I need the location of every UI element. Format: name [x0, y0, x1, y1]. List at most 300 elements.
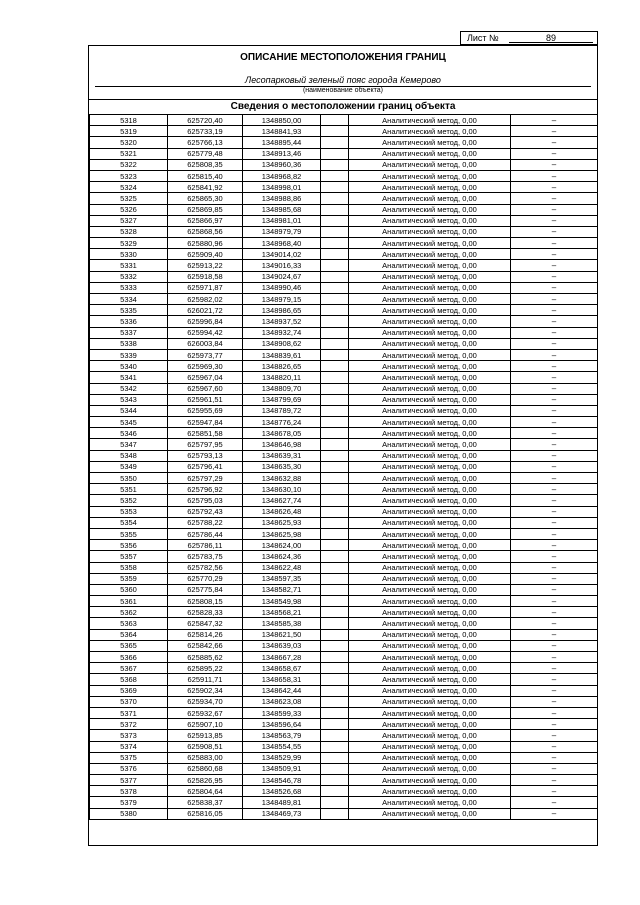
sheet-number: 89 [509, 32, 593, 43]
blank-cell [321, 741, 349, 752]
table-row [90, 696, 598, 707]
table-row [90, 349, 598, 360]
point-number-cell: 5362 [90, 607, 168, 618]
blank-cell [321, 193, 349, 204]
blank-cell [321, 562, 349, 573]
table-row [90, 495, 598, 506]
table-row [90, 707, 598, 718]
point-number-cell: 5370 [90, 696, 168, 707]
blank-cell [321, 226, 349, 237]
x-coordinate-cell: 625792,43 [168, 506, 243, 517]
point-number-cell: 5376 [90, 763, 168, 774]
method-cell: Аналитический метод, 0,00 [349, 405, 511, 416]
y-coordinate-cell: 1348642,44 [243, 685, 321, 696]
table-row [90, 786, 598, 797]
boundary-description-frame [88, 45, 598, 846]
dash-cell: – [511, 506, 598, 517]
point-number-cell: 5371 [90, 707, 168, 718]
dash-cell: – [511, 282, 598, 293]
object-name: Лесопарковый зеленый пояс города Кемерово [245, 75, 441, 85]
point-number-cell: 5327 [90, 215, 168, 226]
y-coordinate-cell: 1349024,67 [243, 271, 321, 282]
y-coordinate-cell: 1348985,68 [243, 204, 321, 215]
y-coordinate-cell: 1348990,46 [243, 282, 321, 293]
blank-cell [321, 170, 349, 181]
point-number-cell: 5334 [90, 294, 168, 305]
method-cell: Аналитический метод, 0,00 [349, 696, 511, 707]
table-row [90, 752, 598, 763]
table-row [90, 584, 598, 595]
dash-cell: – [511, 808, 598, 819]
point-number-cell: 5332 [90, 271, 168, 282]
x-coordinate-cell: 625786,44 [168, 528, 243, 539]
dash-cell: – [511, 618, 598, 629]
method-cell: Аналитический метод, 0,00 [349, 372, 511, 383]
blank-cell [321, 719, 349, 730]
blank-cell [321, 640, 349, 651]
method-cell: Аналитический метод, 0,00 [349, 428, 511, 439]
blank-cell [321, 361, 349, 372]
blank-cell [321, 271, 349, 282]
blank-cell [321, 629, 349, 640]
blank-cell [321, 786, 349, 797]
point-number-cell: 5344 [90, 405, 168, 416]
table-row [90, 316, 598, 327]
x-coordinate-cell: 625808,15 [168, 596, 243, 607]
x-coordinate-cell: 625885,62 [168, 652, 243, 663]
point-number-cell: 5375 [90, 752, 168, 763]
method-cell: Аналитический метод, 0,00 [349, 719, 511, 730]
table-row [90, 461, 598, 472]
x-coordinate-cell: 625797,95 [168, 439, 243, 450]
y-coordinate-cell: 1348799,69 [243, 394, 321, 405]
table-row [90, 428, 598, 439]
blank-cell [321, 528, 349, 539]
y-coordinate-cell: 1348624,36 [243, 551, 321, 562]
method-cell: Аналитический метод, 0,00 [349, 461, 511, 472]
point-number-cell: 5368 [90, 674, 168, 685]
y-coordinate-cell: 1348526,68 [243, 786, 321, 797]
points-table [89, 114, 598, 820]
y-coordinate-cell: 1348937,52 [243, 316, 321, 327]
blank-cell [321, 316, 349, 327]
x-coordinate-cell: 625838,37 [168, 797, 243, 808]
dash-cell: – [511, 294, 598, 305]
blank-cell [321, 663, 349, 674]
point-number-cell: 5346 [90, 428, 168, 439]
method-cell: Аналитический метод, 0,00 [349, 775, 511, 786]
blank-cell [321, 685, 349, 696]
table-row [90, 238, 598, 249]
dash-cell: – [511, 215, 598, 226]
point-number-cell: 5321 [90, 148, 168, 159]
blank-cell [321, 182, 349, 193]
y-coordinate-cell: 1348839,61 [243, 349, 321, 360]
point-number-cell: 5372 [90, 719, 168, 730]
table-row [90, 115, 598, 126]
x-coordinate-cell: 625766,13 [168, 137, 243, 148]
method-cell: Аналитический метод, 0,00 [349, 506, 511, 517]
point-number-cell: 5349 [90, 461, 168, 472]
x-coordinate-cell: 625770,29 [168, 573, 243, 584]
blank-cell [321, 115, 349, 126]
table-row [90, 562, 598, 573]
y-coordinate-cell: 1348554,55 [243, 741, 321, 752]
blank-cell [321, 450, 349, 461]
table-row [90, 730, 598, 741]
blank-cell [321, 249, 349, 260]
y-coordinate-cell: 1348632,88 [243, 473, 321, 484]
dash-cell: – [511, 551, 598, 562]
x-coordinate-cell: 625883,00 [168, 752, 243, 763]
point-number-cell: 5342 [90, 383, 168, 394]
x-coordinate-cell: 625841,92 [168, 182, 243, 193]
header-divider [89, 99, 597, 100]
dash-cell: – [511, 663, 598, 674]
blank-cell [321, 394, 349, 405]
blank-cell [321, 540, 349, 551]
table-row [90, 763, 598, 774]
dash-cell: – [511, 652, 598, 663]
table-row [90, 159, 598, 170]
y-coordinate-cell: 1348568,21 [243, 607, 321, 618]
table-row [90, 338, 598, 349]
blank-cell [321, 204, 349, 215]
x-coordinate-cell: 625907,10 [168, 719, 243, 730]
x-coordinate-cell: 625797,29 [168, 473, 243, 484]
x-coordinate-cell: 625994,42 [168, 327, 243, 338]
blank-cell [321, 126, 349, 137]
y-coordinate-cell: 1348986,65 [243, 305, 321, 316]
x-coordinate-cell: 625971,87 [168, 282, 243, 293]
method-cell: Аналитический метод, 0,00 [349, 417, 511, 428]
method-cell: Аналитический метод, 0,00 [349, 305, 511, 316]
blank-cell [321, 327, 349, 338]
method-cell: Аналитический метод, 0,00 [349, 618, 511, 629]
x-coordinate-cell: 625947,84 [168, 417, 243, 428]
table-row [90, 361, 598, 372]
y-coordinate-cell: 1348908,62 [243, 338, 321, 349]
x-coordinate-cell: 625913,85 [168, 730, 243, 741]
point-number-cell: 5379 [90, 797, 168, 808]
dash-cell: – [511, 260, 598, 271]
x-coordinate-cell: 625788,22 [168, 517, 243, 528]
point-number-cell: 5338 [90, 338, 168, 349]
y-coordinate-cell: 1348776,24 [243, 417, 321, 428]
y-coordinate-cell: 1348563,79 [243, 730, 321, 741]
table-row [90, 607, 598, 618]
method-cell: Аналитический метод, 0,00 [349, 786, 511, 797]
method-cell: Аналитический метод, 0,00 [349, 249, 511, 260]
table-row [90, 260, 598, 271]
dash-cell: – [511, 450, 598, 461]
x-coordinate-cell: 625796,92 [168, 484, 243, 495]
dash-cell: – [511, 607, 598, 618]
y-coordinate-cell: 1348988,86 [243, 193, 321, 204]
point-number-cell: 5355 [90, 528, 168, 539]
y-coordinate-cell: 1349014,02 [243, 249, 321, 260]
point-number-cell: 5323 [90, 170, 168, 181]
table-row [90, 182, 598, 193]
y-coordinate-cell: 1348546,78 [243, 775, 321, 786]
point-number-cell: 5347 [90, 439, 168, 450]
method-cell: Аналитический метод, 0,00 [349, 607, 511, 618]
method-cell: Аналитический метод, 0,00 [349, 394, 511, 405]
point-number-cell: 5345 [90, 417, 168, 428]
dash-cell: – [511, 763, 598, 774]
blank-cell [321, 573, 349, 584]
table-row [90, 282, 598, 293]
method-cell: Аналитический метод, 0,00 [349, 137, 511, 148]
table-row [90, 596, 598, 607]
y-coordinate-cell: 1348582,71 [243, 584, 321, 595]
method-cell: Аналитический метод, 0,00 [349, 517, 511, 528]
point-number-cell: 5363 [90, 618, 168, 629]
object-name-caption: (наименование объекта) [302, 87, 384, 94]
method-cell: Аналитический метод, 0,00 [349, 652, 511, 663]
y-coordinate-cell: 1349016,33 [243, 260, 321, 271]
blank-cell [321, 294, 349, 305]
y-coordinate-cell: 1348850,00 [243, 115, 321, 126]
table-row [90, 193, 598, 204]
dash-cell: – [511, 204, 598, 215]
y-coordinate-cell: 1348627,74 [243, 495, 321, 506]
x-coordinate-cell: 625779,48 [168, 148, 243, 159]
y-coordinate-cell: 1348826,65 [243, 361, 321, 372]
point-number-cell: 5341 [90, 372, 168, 383]
method-cell: Аналитический метод, 0,00 [349, 204, 511, 215]
method-cell: Аналитический метод, 0,00 [349, 473, 511, 484]
blank-cell [321, 674, 349, 685]
x-coordinate-cell: 625786,11 [168, 540, 243, 551]
x-coordinate-cell: 625955,69 [168, 405, 243, 416]
point-number-cell: 5374 [90, 741, 168, 752]
dash-cell: – [511, 540, 598, 551]
y-coordinate-cell: 1348621,50 [243, 629, 321, 640]
x-coordinate-cell: 625868,56 [168, 226, 243, 237]
method-cell: Аналитический метод, 0,00 [349, 349, 511, 360]
x-coordinate-cell: 625982,02 [168, 294, 243, 305]
blank-cell [321, 797, 349, 808]
table-row [90, 405, 598, 416]
blank-cell [321, 551, 349, 562]
y-coordinate-cell: 1348635,30 [243, 461, 321, 472]
points-table-body [90, 115, 598, 820]
y-coordinate-cell: 1348624,00 [243, 540, 321, 551]
dash-cell: – [511, 775, 598, 786]
blank-cell [321, 305, 349, 316]
y-coordinate-cell: 1348529,99 [243, 752, 321, 763]
x-coordinate-cell: 625967,60 [168, 383, 243, 394]
y-coordinate-cell: 1348895,44 [243, 137, 321, 148]
method-cell: Аналитический метод, 0,00 [349, 338, 511, 349]
y-coordinate-cell: 1348968,40 [243, 238, 321, 249]
table-row [90, 573, 598, 584]
blank-cell [321, 439, 349, 450]
dash-cell: – [511, 495, 598, 506]
method-cell: Аналитический метод, 0,00 [349, 562, 511, 573]
x-coordinate-cell: 625967,04 [168, 372, 243, 383]
blank-cell [321, 428, 349, 439]
method-cell: Аналитический метод, 0,00 [349, 126, 511, 137]
dash-cell: – [511, 752, 598, 763]
blank-cell [321, 775, 349, 786]
method-cell: Аналитический метод, 0,00 [349, 640, 511, 651]
x-coordinate-cell: 625815,40 [168, 170, 243, 181]
dash-cell: – [511, 674, 598, 685]
table-row [90, 685, 598, 696]
y-coordinate-cell: 1348658,31 [243, 674, 321, 685]
point-number-cell: 5351 [90, 484, 168, 495]
table-row [90, 741, 598, 752]
dash-cell: – [511, 249, 598, 260]
y-coordinate-cell: 1348809,70 [243, 383, 321, 394]
table-row [90, 417, 598, 428]
point-number-cell: 5322 [90, 159, 168, 170]
x-coordinate-cell: 625908,51 [168, 741, 243, 752]
dash-cell: – [511, 394, 598, 405]
dash-cell: – [511, 372, 598, 383]
point-number-cell: 5365 [90, 640, 168, 651]
method-cell: Аналитический метод, 0,00 [349, 685, 511, 696]
y-coordinate-cell: 1348658,67 [243, 663, 321, 674]
x-coordinate-cell: 625828,33 [168, 607, 243, 618]
table-row [90, 327, 598, 338]
method-cell: Аналитический метод, 0,00 [349, 752, 511, 763]
blank-cell [321, 707, 349, 718]
point-number-cell: 5333 [90, 282, 168, 293]
blank-cell [321, 260, 349, 271]
point-number-cell: 5369 [90, 685, 168, 696]
point-number-cell: 5367 [90, 663, 168, 674]
point-number-cell: 5358 [90, 562, 168, 573]
dash-cell: – [511, 528, 598, 539]
blank-cell [321, 383, 349, 394]
blank-cell [321, 405, 349, 416]
y-coordinate-cell: 1348630,10 [243, 484, 321, 495]
dash-cell: – [511, 226, 598, 237]
method-cell: Аналитический метод, 0,00 [349, 383, 511, 394]
method-cell: Аналитический метод, 0,00 [349, 193, 511, 204]
method-cell: Аналитический метод, 0,00 [349, 450, 511, 461]
table-row [90, 652, 598, 663]
blank-cell [321, 338, 349, 349]
point-number-cell: 5373 [90, 730, 168, 741]
dash-cell: – [511, 238, 598, 249]
blank-cell [321, 596, 349, 607]
point-number-cell: 5378 [90, 786, 168, 797]
blank-cell [321, 417, 349, 428]
y-coordinate-cell: 1348820,11 [243, 372, 321, 383]
method-cell: Аналитический метод, 0,00 [349, 271, 511, 282]
table-row [90, 484, 598, 495]
dash-cell: – [511, 137, 598, 148]
dash-cell: – [511, 719, 598, 730]
blank-cell [321, 282, 349, 293]
point-number-cell: 5336 [90, 316, 168, 327]
blank-cell [321, 607, 349, 618]
method-cell: Аналитический метод, 0,00 [349, 596, 511, 607]
method-cell: Аналитический метод, 0,00 [349, 484, 511, 495]
y-coordinate-cell: 1348622,48 [243, 562, 321, 573]
method-cell: Аналитический метод, 0,00 [349, 238, 511, 249]
y-coordinate-cell: 1348597,35 [243, 573, 321, 584]
dash-cell: – [511, 428, 598, 439]
table-row [90, 808, 598, 819]
point-number-cell: 5320 [90, 137, 168, 148]
point-number-cell: 5364 [90, 629, 168, 640]
point-number-cell: 5319 [90, 126, 168, 137]
method-cell: Аналитический метод, 0,00 [349, 327, 511, 338]
table-row [90, 439, 598, 450]
table-row [90, 271, 598, 282]
point-number-cell: 5348 [90, 450, 168, 461]
y-coordinate-cell: 1348623,08 [243, 696, 321, 707]
method-cell: Аналитический метод, 0,00 [349, 148, 511, 159]
blank-cell [321, 730, 349, 741]
method-cell: Аналитический метод, 0,00 [349, 528, 511, 539]
blank-cell [321, 506, 349, 517]
dash-cell: – [511, 383, 598, 394]
dash-cell: – [511, 182, 598, 193]
table-row [90, 305, 598, 316]
x-coordinate-cell: 625775,84 [168, 584, 243, 595]
method-cell: Аналитический метод, 0,00 [349, 584, 511, 595]
table-row [90, 294, 598, 305]
point-number-cell: 5343 [90, 394, 168, 405]
blank-cell [321, 473, 349, 484]
point-number-cell: 5360 [90, 584, 168, 595]
dash-cell: – [511, 707, 598, 718]
x-coordinate-cell: 626021,72 [168, 305, 243, 316]
section-title: Сведения о местоположении границ объекта [230, 101, 456, 112]
blank-cell [321, 238, 349, 249]
y-coordinate-cell: 1348599,33 [243, 707, 321, 718]
dash-cell: – [511, 473, 598, 484]
sheet-label: Лист № [467, 33, 499, 43]
point-number-cell: 5361 [90, 596, 168, 607]
document-title: ОПИСАНИЕ МЕСТОПОЛОЖЕНИЯ ГРАНИЦ [240, 52, 446, 63]
x-coordinate-cell: 625934,70 [168, 696, 243, 707]
y-coordinate-cell: 1348968,82 [243, 170, 321, 181]
y-coordinate-cell: 1348626,48 [243, 506, 321, 517]
dash-cell: – [511, 170, 598, 181]
y-coordinate-cell: 1348979,79 [243, 226, 321, 237]
dash-cell: – [511, 349, 598, 360]
method-cell: Аналитический метод, 0,00 [349, 629, 511, 640]
x-coordinate-cell: 625851,58 [168, 428, 243, 439]
point-number-cell: 5318 [90, 115, 168, 126]
blank-cell [321, 652, 349, 663]
point-number-cell: 5357 [90, 551, 168, 562]
table-row [90, 528, 598, 539]
table-row [90, 618, 598, 629]
y-coordinate-cell: 1348596,64 [243, 719, 321, 730]
point-number-cell: 5359 [90, 573, 168, 584]
y-coordinate-cell: 1348979,15 [243, 294, 321, 305]
dash-cell: – [511, 640, 598, 651]
x-coordinate-cell: 626003,84 [168, 338, 243, 349]
blank-cell [321, 215, 349, 226]
method-cell: Аналитический метод, 0,00 [349, 170, 511, 181]
dash-cell: – [511, 562, 598, 573]
method-cell: Аналитический метод, 0,00 [349, 540, 511, 551]
point-number-cell: 5353 [90, 506, 168, 517]
table-row [90, 473, 598, 484]
method-cell: Аналитический метод, 0,00 [349, 707, 511, 718]
blank-cell [321, 137, 349, 148]
dash-cell: – [511, 730, 598, 741]
